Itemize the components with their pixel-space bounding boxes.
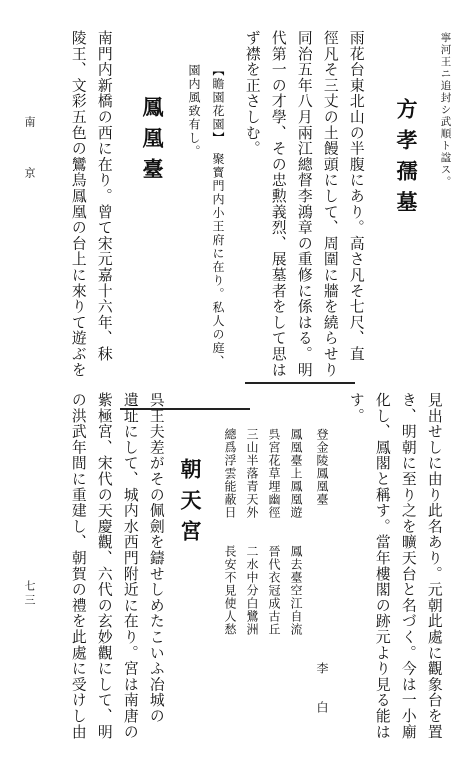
poem-line-4: 總爲浮雲能蔽日 長安不見使人愁 xyxy=(223,428,237,636)
fang-line-5: ず襟を正さしむ。 xyxy=(243,30,261,157)
poem-title: 登金陵鳳凰臺 xyxy=(315,428,329,506)
section-rule-right xyxy=(245,382,355,384)
fenghuang-line-2: 陵王、文彩五色の鸞鳥鳳凰の台上に來りて遊ぶを xyxy=(69,30,87,378)
section-rule-left xyxy=(120,408,250,410)
chaotian-heading: 朝天宮 xyxy=(178,458,203,551)
fenghuang-line-1: 南門内新橋の西に在り。曾て宋元嘉十六年、秣 xyxy=(95,30,113,362)
continuation-line-3: 化し、鳳閣と稱す。當年樓閣の跡元より見る能は xyxy=(373,392,391,740)
continuation-line-2: き、明朝に至り之を曠天台と名づく。今は一小廟 xyxy=(399,392,417,740)
fang-line-3: 同治五年八月兩江總督李鴻章の重修に係はる。明 xyxy=(295,30,313,378)
header-line: 寧河王ニ追封シ武順ト諡ス。 xyxy=(439,32,452,188)
chaotian-line-4: の洪武年間に重建し、朝賀の禮を此處に受けし由 xyxy=(69,392,87,740)
poem-author: 李 白 xyxy=(315,662,329,714)
continuation-line-1: 見出せしに由り此名あり。元朝此處に觀象台を置 xyxy=(425,392,443,740)
fang-line-2: 徑凡そ三丈の土饅頭にして、周圍に牆を繞らせり xyxy=(321,30,339,378)
zhanyuan-line-1: 【瞻園花園】 聚寳門内小王府に在り。私人の庭、 xyxy=(211,64,225,369)
fang-heading: 方孝孺墓 xyxy=(394,98,419,222)
fang-line-4: 代第一の才學、その忠勲義烈、展墓者をして思は xyxy=(269,30,287,378)
chaotian-line-3: 紫極宮、宋代の天慶觀、六代の玄妙觀にして、明 xyxy=(95,392,113,740)
fang-line-1: 雨花台東北山の半腹にあり。高さ凡そ七尺、直 xyxy=(347,30,365,362)
chaotian-line-1: 呉王夫差がその佩劍を鑄せしめたこいふ冶城の xyxy=(147,392,165,724)
continuation-line-4: す。 xyxy=(347,392,365,424)
page-number: 七三 xyxy=(23,580,36,608)
poem-line-2: 呉宮花草埋幽徑 晉代衣冠成古丘 xyxy=(267,428,281,636)
poem-line-1: 鳳凰臺上鳳凰遊 鳳去臺空江自流 xyxy=(289,428,303,636)
zhanyuan-line-2: 園内風致有し。 xyxy=(187,64,201,159)
running-location: 南 京 xyxy=(23,116,36,184)
poem-line-3: 三山半落青天外 二水中分白鷺洲 xyxy=(245,428,259,636)
chaotian-line-2: 遺址にして、城内水西門附近に在り。宮は南唐の xyxy=(121,392,139,740)
fenghuang-heading: 鳳凰臺 xyxy=(140,96,165,189)
